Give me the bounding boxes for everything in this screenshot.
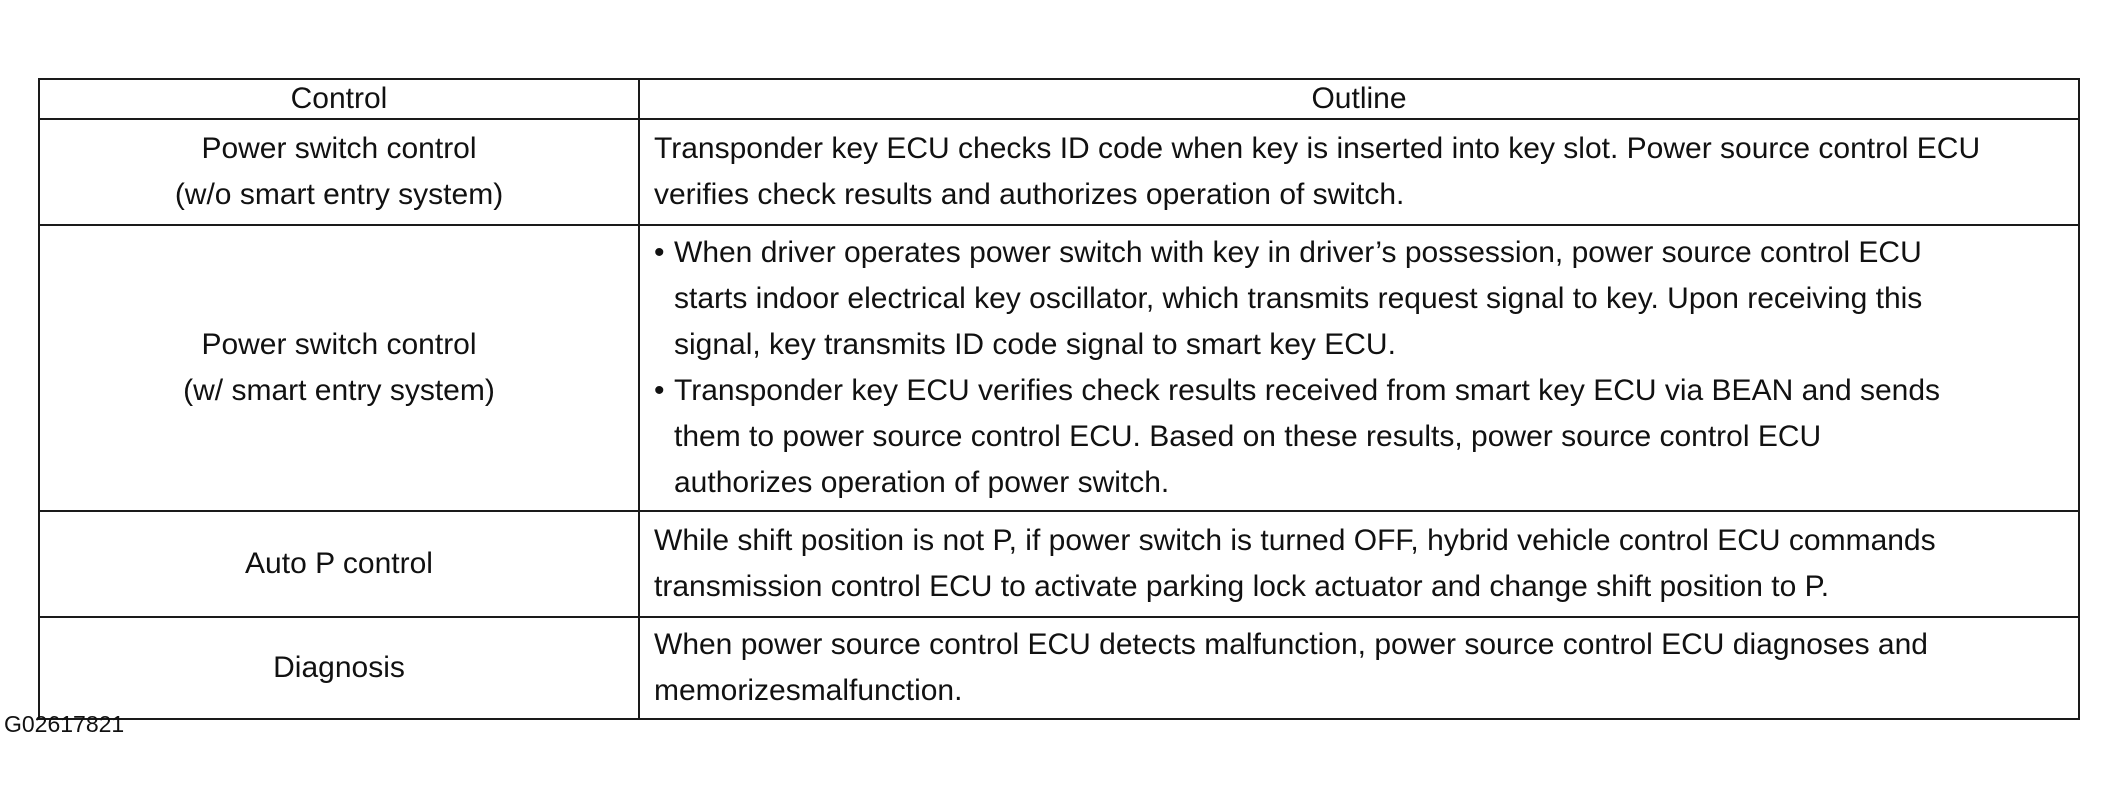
outline-text-line: transmission control ECU to activate parking lock actuator and change shift position to P. — [654, 570, 1830, 603]
column-header-control: Control — [39, 79, 639, 119]
table-row — [39, 511, 2079, 617]
outline-text-line: starts indoor electrical key oscillator, which transmits request signal to key. Upon receiving this — [674, 282, 1923, 315]
outline-cell — [639, 617, 2079, 719]
outline-text-line: memorizesmalfunction. — [654, 674, 963, 707]
outline-cell — [639, 225, 2079, 511]
control-text-line: Power switch control — [201, 132, 477, 165]
bullet-item — [654, 230, 2064, 368]
outline-cell — [639, 511, 2079, 617]
column-header-outline: Outline — [639, 79, 2079, 119]
figure-code: G02617821 — [4, 711, 125, 737]
outline-text-line: them to power source control ECU. Based on these results, power source control ECU — [674, 420, 1822, 453]
bullet-item — [654, 368, 2064, 506]
table-row — [39, 119, 2079, 225]
control-text-line: Power switch control — [201, 328, 477, 361]
control-cell — [39, 617, 639, 719]
outline-text-line: When power source control ECU detects malfunction, power source control ECU diagnoses and — [654, 628, 1928, 661]
control-text-line: (w/ smart entry system) — [183, 374, 495, 407]
outline-text-line: signal, key transmits ID code signal to smart key ECU. — [674, 328, 1396, 361]
control-cell — [39, 511, 639, 617]
control-cell — [39, 225, 639, 511]
outline-text-line: Transponder key ECU verifies check results received from smart key ECU via BEAN and sends — [674, 374, 1941, 407]
bullet-icon: • — [654, 374, 665, 407]
table-row — [39, 617, 2079, 719]
control-text-line: Diagnosis — [273, 651, 405, 684]
outline-text-line: Transponder key ECU checks ID code when key is inserted into key slot. Power source control ECU — [654, 132, 1981, 165]
outline-cell — [639, 119, 2079, 225]
outline-text-line: When driver operates power switch with key in driver’s possession, power source control ECU — [674, 236, 1922, 269]
bullet-icon: • — [654, 236, 665, 269]
table-row — [39, 225, 2079, 511]
control-outline-table — [38, 78, 2080, 720]
control-text-line: (w/o smart entry system) — [174, 178, 504, 211]
control-text-line: Auto P control — [245, 547, 433, 580]
outline-text-line: While shift position is not P, if power switch is turned OFF, hybrid vehicle control ECU commands — [654, 524, 1936, 557]
outline-text-line: authorizes operation of power switch. — [674, 466, 1170, 499]
control-cell — [39, 119, 639, 225]
outline-text-line: verifies check results and authorizes operation of switch. — [654, 178, 1405, 211]
table-header-row — [39, 79, 2079, 119]
